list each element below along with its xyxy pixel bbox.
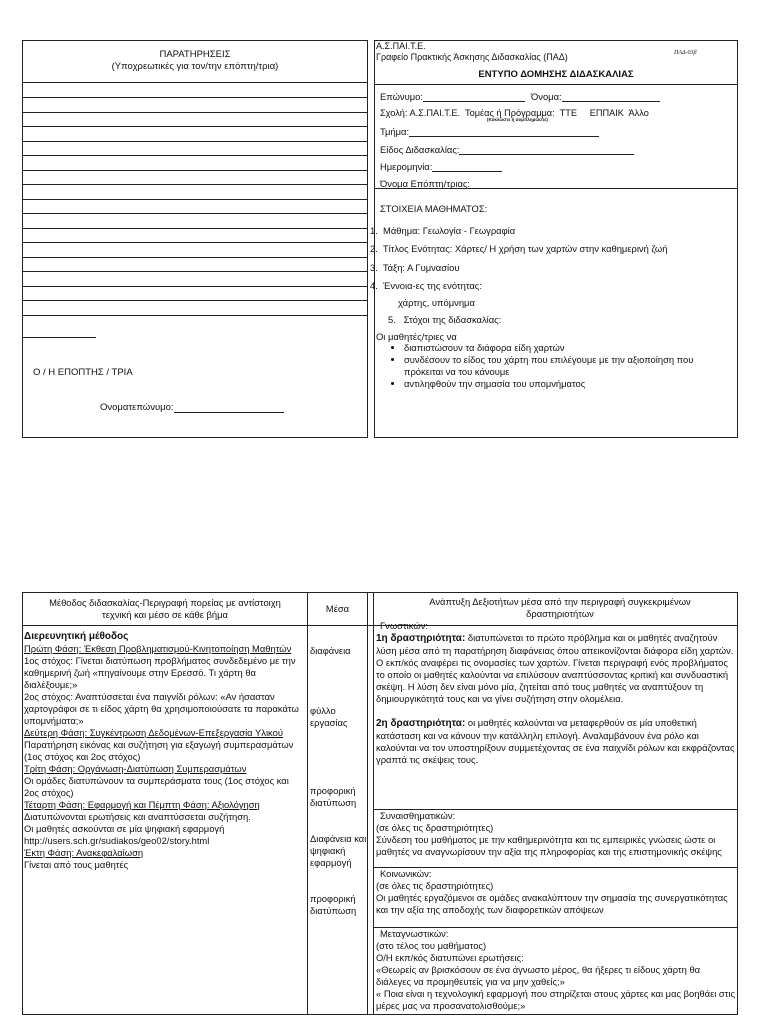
form-item-1-text: Μάθημα: Γεωλογία - Γεωγραφία — [383, 225, 516, 236]
method-lines — [24, 643, 306, 871]
form-org: Α.Σ.ΠΑΙ.Τ.Ε. — [376, 41, 426, 51]
form-surname-field[interactable] — [423, 92, 525, 102]
form-lesson-type-label: Είδος Διδασκαλίας: — [380, 144, 460, 155]
notes-supervisor-label: Ο / Η ΕΠΟΠΤΗΣ / ΤΡΙΑ — [33, 367, 133, 378]
notes-writing-line[interactable] — [22, 300, 368, 301]
table-divider-3 — [373, 592, 374, 1015]
form-item-4-num: 4. — [370, 280, 378, 291]
method-phase-heading: Πρώτη Φάση: Έκθεση Προβληματισμού-Κινητοποίηση Μαθητών — [24, 643, 292, 654]
form-objectives — [376, 342, 726, 390]
form-item-2-num: 2. — [370, 243, 378, 254]
skills-metacognitive — [376, 928, 736, 1014]
activity-1-text: διατυπώνεται το πρώτο πρόβλημα και οι μαθητές αναζητούν λύση μέσα από τη παρατήρηση διαφάνειας όπου απεικονίζονται διάφορα είδη χαρτών. Ο εκπ/κός αναφέρει τις ονομασίες των χαρτών. Γίνεται περιγραφή ενός προβλήματος το οποίο οι μαθητές καλούνται να επιλύσουν αναπτύσσοντας κριτική και συνδυαστική σκέψη. Η λύση δεν είναι μόνο μία, ζητείται από τους μαθητές να αναπτύξουν τη δημιουργικότητά τους και να γίνει συζήτηση στην ολομέλεια. — [376, 632, 734, 704]
method-phase-heading: Δεύτερη Φάση: Συγκέντρωση Δεδομένων-Επεξεργασία Υλικού — [24, 727, 283, 738]
emotional-scope: (σε όλες τις δραστηριότητες) — [376, 822, 494, 833]
form-item-3 — [370, 262, 459, 273]
form-department-field[interactable] — [409, 127, 599, 137]
form-item-1 — [370, 225, 515, 236]
form-students-intro: Οι μαθητές/τριες να — [376, 331, 457, 342]
notes-writing-line[interactable] — [22, 170, 368, 171]
form-school-line[interactable]: Σχολή: Α.Σ.ΠΑΙ.Τ.Ε. Τομέας ή Πρόγραμμα: ΤΤΕ ΕΠΠΑΙΚ Άλλο — [380, 108, 649, 118]
emotional-text: Σύνδεση του μαθήματος με την καθημερινότητα και τις εμπειρικές γνώσεις ώστε οι μαθητές να αναγνωρίσουν την αξία της πληροφορίας και της επιστημονικής σκέψης — [376, 834, 722, 857]
social-scope: (σε όλες τις δραστηριότητες) — [376, 880, 494, 891]
method-step: 1ος στόχος: Γίνεται διατύπωση προβλήματος συνδεδεμένο με την καθημερινή ζωή «πηγαίνουμε στην Ερεσσό. Τι χάρτη θα διαλέξουμε;» — [24, 655, 296, 690]
form-code: ΠΑΔ-03β — [674, 50, 697, 56]
form-item-2 — [370, 243, 667, 254]
form-name-field[interactable] — [562, 92, 660, 102]
activity-1-title: 1η δραστηριότητα: — [376, 633, 466, 644]
notes-writing-line[interactable] — [22, 257, 368, 258]
emotional-label: Συναισθηματικών: — [380, 810, 456, 821]
form-name-label: Όνομα: — [531, 91, 562, 102]
method-step: Οι ομάδες διατυπώνουν τα συμπεράσματα τους (1ος στόχος και 2ος στόχος) — [24, 775, 289, 798]
meta-label: Μεταγνωστικών: — [380, 928, 449, 939]
form-item-3-text: Τάξη: Α Γυμνασίου — [382, 262, 460, 273]
form-item-4-text: Έννοια-ες της ενότητας: — [383, 280, 482, 291]
activity-2-text: οι μαθητές καλούνται να μεταφερθούν σε μία υποθετική κατάσταση και να κάνουν την κατάλληλη επιλογή. Αναλαμβάνουν ένα ρόλο και καλούνται να τον υποστηρίξουν συμμετέχοντας σε ένα παιχνίδι ρόλων και εκφράζοντας γραπτά τις σκέψεις τους. — [376, 717, 735, 765]
notes-writing-line[interactable] — [22, 155, 368, 156]
media-item-3: προφορική διατύπωση — [310, 785, 357, 808]
form-item-3-num: 3. — [370, 262, 378, 273]
meta-question-2: « Ποια είναι η τεχνολογική εφαρμογή που στηρίζεται στους χάρτες και μας βοηθάει στις μέρες μας να προσανατολισθούμε;» — [376, 988, 736, 1011]
media-item-2: φύλλο εργασίας — [310, 705, 348, 728]
form-surname-row — [380, 91, 525, 102]
form-title: ΕΝΤΥΠΟ ΔΟΜΗΣΗΣ ΔΙΔΑΣΚΑΛΙΑΣ — [478, 69, 634, 80]
media-item-4: Διαφάνεια και ψηφιακή εφαρμογή — [310, 833, 367, 868]
form-date-field[interactable] — [432, 162, 502, 172]
col-header-skills: Ανάπτυξη Δεξιοτήτων μέσα από την περιγραφή συγκεκριμένων δραστηριοτήτων — [429, 596, 691, 619]
notes-header-divider — [22, 82, 368, 83]
form-objective-1: • διαπιστώσουν τα διάφορα είδη χαρτών — [404, 342, 726, 354]
method-phase-heading: Τρίτη Φάση: Οργάνωση-Διατύπωση Συμπερασμάτων — [24, 763, 247, 774]
method-phase-heading: Έκτη Φάση: Ανακεφαλαίωση — [24, 847, 144, 858]
notes-writing-line[interactable] — [22, 271, 368, 272]
notes-panel — [22, 40, 368, 438]
form-department-row — [380, 126, 599, 137]
meta-question-1: «Θεωρείς αν βρισκόσουν σε ένα άγνωστο μέρος, θα ήξερες τι είδους χάρτη θα διάλεγες να προμηθευτείς για να μην χαθείς;» — [376, 964, 701, 987]
activity-2-title: 2η δραστηριότητα: — [376, 718, 466, 729]
table-divider-1 — [307, 592, 308, 1015]
notes-subtitle: (Υποχρεωτικές για τον/την επόπτη/τρια) — [111, 61, 279, 72]
notes-name-label: Ονοματεπώνυμο: — [100, 402, 174, 413]
method-column — [24, 631, 306, 871]
form-item-4 — [370, 280, 482, 291]
notes-writing-line[interactable] — [22, 184, 368, 185]
col-header-media: Μέσα — [325, 603, 350, 614]
cognitive-label: Γνωστικών: — [380, 620, 428, 631]
form-objective-2: • συνδέσουν το είδος του χάρτη που επιλέγουμε με την αξιοποίηση που πρόκειται να του κάνουμε — [404, 354, 704, 378]
form-header-divider — [374, 84, 738, 85]
meta-scope: (στο τέλος του μαθήματος) — [376, 940, 487, 951]
notes-writing-line[interactable] — [22, 199, 368, 200]
form-item-1-num: 1. — [370, 225, 378, 236]
form-office: Γραφείο Πρακτικής Άσκησης Διδασκαλίας (ΠΑΔ) — [376, 52, 568, 62]
method-step: Οι μαθητές ασκούνται σε μία ψηφιακή εφαρμογή http://users.sch.gr/sudiakos/geo02/story.html — [24, 823, 225, 846]
skills-social — [376, 868, 736, 916]
form-item-5: 5. Στόχοι της διδασκαλίας: — [388, 314, 502, 325]
media-item-1: διαφάνεια — [310, 645, 351, 656]
form-lesson-type-row — [380, 144, 634, 155]
notes-writing-line[interactable] — [22, 126, 368, 127]
form-date-label: Ημερομηνία: — [380, 161, 433, 172]
form-objective-3: • αντιληφθούν την σημασία του υπομνήματος — [404, 378, 726, 390]
method-step: Διατυπώνονται ερωτήσεις και αναπτύσσεται συζήτηση. — [24, 811, 251, 822]
notes-name-row — [100, 402, 284, 413]
form-date-row — [380, 161, 502, 172]
skills-cognitive — [376, 620, 736, 766]
form-item-2-text: Τίτλος Ενότητας: Χάρτες/ Η χρήση των χαρτών στην καθημερινή ζωή — [382, 243, 668, 254]
skills-emotional — [376, 810, 736, 858]
social-label: Κοινωνικών: — [380, 868, 432, 879]
notes-writing-line[interactable] — [22, 213, 368, 214]
notes-writing-line[interactable] — [22, 141, 368, 142]
method-title: Διερευνητική μέθοδος — [24, 631, 129, 642]
activity-1 — [376, 632, 736, 705]
notes-writing-line[interactable] — [22, 228, 368, 229]
activity-2 — [376, 717, 736, 766]
form-department-label: Τμήμα: — [380, 126, 410, 137]
col-header-method: Μέθοδος διδασκαλίας-Περιγραφή πορείας με αντίστοιχη τεχνική και μέσο σε κάθε βήμα — [49, 597, 281, 620]
notes-writing-line[interactable] — [22, 242, 368, 243]
form-name-row — [531, 91, 660, 102]
form-concepts: χάρτης, υπόμνημα — [398, 297, 475, 308]
form-school-note: (Κυκλώστε ή συμπληρώστε) — [487, 117, 548, 122]
notes-title: ΠΑΡΑΤΗΡΗΣΕΙΣ — [159, 49, 231, 60]
social-text: Οι μαθητές εργαζόμενοι σε ομάδες ανακαλύπτουν την σημασία της συνεργατικότητας και την αξία της αποδοχής των διαφορετικών απόψεων — [376, 892, 728, 915]
form-lesson-type-field[interactable] — [459, 145, 634, 155]
form-surname-label: Επώνυμο: — [380, 91, 423, 102]
form-info-divider — [374, 188, 738, 189]
method-step: 2ος στόχος: Αναπτύσσεται ένα παιγνίδι ρόλων: «Αν ήσασταν χαρτογράφοι σε τι είδος χάρτη θα χρησιμοποιούσατε τα παρακάτω υπομνήματα;» — [24, 691, 299, 726]
form-section-title: ΣΤΟΙΧΕΙΑ ΜΑΘΗΜΑΤΟΣ: — [380, 203, 488, 214]
method-step: Παρατήρηση εικόνας και συζήτηση για εξαγωγή συμπερασμάτων (1ος στόχος και 2ος στόχος) — [24, 739, 294, 762]
meta-intro: Ο/Η εκπ/κός διατυπώνει ερωτήσεις: — [376, 952, 524, 963]
table-divider-2 — [367, 592, 368, 1015]
notes-name-field[interactable] — [174, 403, 284, 413]
method-phase-heading: Τέταρτη Φάση: Εφαρμογή και Πέμπτη Φάση: Αξιολόγηση — [24, 799, 260, 810]
notes-writing-line[interactable] — [22, 112, 368, 113]
notes-writing-line[interactable] — [22, 286, 368, 287]
method-step: Γίνεται από τους μαθητές — [24, 859, 129, 870]
notes-writing-line[interactable] — [22, 337, 96, 338]
notes-writing-line[interactable] — [22, 315, 368, 316]
form-supervisor-label: Όνομα Επόπτη/τριας: — [380, 178, 471, 189]
notes-writing-line[interactable] — [22, 97, 368, 98]
media-item-5: προφορική διατύπωση — [310, 893, 357, 916]
